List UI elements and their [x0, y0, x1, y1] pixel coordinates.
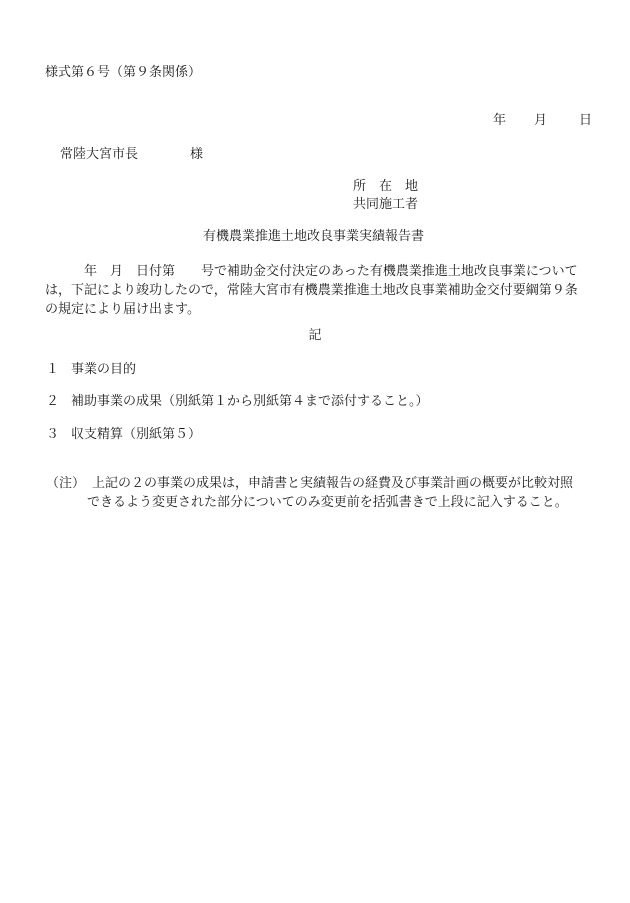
list-item: [46, 395, 429, 408]
document-title: 有機農業推進土地改良事業実績報告書: [203, 229, 425, 244]
applicant-name-label: 共同施工者: [353, 197, 419, 212]
item-number: ３: [46, 427, 60, 442]
applicant-address-label: 所 在 地: [353, 179, 419, 194]
list-item: [46, 428, 201, 441]
form-number: 様式第６号（第９条関係）: [45, 65, 202, 80]
recipient-honorific: 様: [190, 147, 204, 162]
note-line-2: できるよう変更された部分についてのみ変更前を括弧書きで上段に記入すること。: [87, 495, 568, 510]
date-day-label: 日: [579, 113, 593, 128]
date-line: [493, 114, 592, 127]
note-label: （注）: [46, 476, 86, 491]
list-item: [46, 363, 136, 376]
body-paragraph: 年 月 日付第 号で補助金交付決定のあった有機農業推進土地改良事業については，下記により竣功したので，常陸大宮市有機農業推進土地改良事業補助金交付要綱第９条の規定により届け出ます。: [45, 264, 578, 317]
item-number: １: [46, 362, 60, 377]
note-line-1: 上記の２の事業の成果は，申請書と実績報告の経費及び事業計画の概要が比較対照: [92, 476, 574, 491]
date-month-label: 月: [534, 113, 548, 128]
date-year-label: 年: [493, 113, 507, 128]
item-text: 事業の目的: [71, 362, 137, 377]
ki-heading: 記: [308, 328, 322, 343]
recipient: [60, 148, 203, 161]
item-text: 収支精算（別紙第５）: [71, 427, 202, 442]
item-number: ２: [46, 394, 60, 409]
recipient-name: 常陸大宮市長: [60, 147, 139, 162]
item-text: 補助事業の成果（別紙第１から別紙第４まで添付すること。）: [71, 394, 429, 409]
